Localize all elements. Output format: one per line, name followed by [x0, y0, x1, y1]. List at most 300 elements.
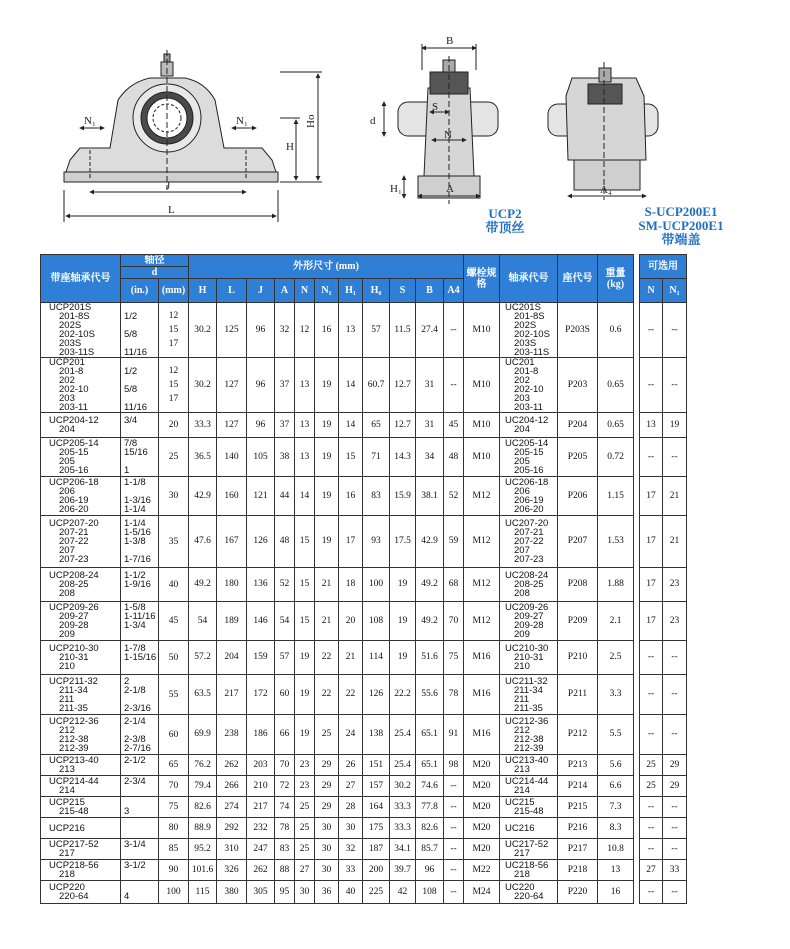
- cell-inch: [121, 675, 159, 715]
- cell-h1: 28: [339, 797, 363, 818]
- cell-b: 31: [416, 413, 444, 438]
- cell-n1: 19: [315, 413, 339, 438]
- model-line: 201-8S: [59, 311, 90, 322]
- cell-unit-code: [500, 881, 558, 904]
- cell-s: 25.4: [390, 715, 416, 755]
- unit-code-line: 214: [514, 785, 530, 796]
- cell-a: 52: [275, 568, 295, 602]
- inch-line: 1/2: [124, 366, 138, 377]
- cell-b: 34: [416, 438, 444, 477]
- inch-line: 1-1/8: [124, 477, 146, 488]
- inch-line: [124, 662, 158, 671]
- cell-s: 12.7: [390, 358, 416, 413]
- inch-line: [124, 798, 158, 807]
- cell-n: 15: [295, 568, 315, 602]
- model-line: 205: [59, 456, 75, 467]
- model-line: UCP216: [49, 822, 85, 834]
- model-line: 213: [59, 764, 75, 775]
- cell-h1: 15: [339, 438, 363, 477]
- cell-mm: [159, 675, 189, 715]
- cell-bolt: M20: [464, 797, 500, 818]
- header-opt-n: N: [640, 279, 663, 303]
- cell-h1: 20: [339, 602, 363, 641]
- label-h: H: [286, 141, 294, 153]
- label-h1: H₁: [390, 183, 402, 195]
- model-line: 214: [59, 785, 75, 796]
- cell-opt-n: 17: [640, 602, 663, 641]
- cell-inch: [121, 818, 159, 839]
- cell-bearing-code: [41, 516, 121, 568]
- cell-s: 11.5: [390, 303, 416, 358]
- cell-n1: 29: [315, 755, 339, 776]
- cell-h1: 30: [339, 818, 363, 839]
- cell-opt-n: 13: [640, 413, 663, 438]
- cell-s: 30.2: [390, 776, 416, 797]
- inch-line: 1-9/16: [124, 579, 151, 590]
- unit-code-line: 202S: [514, 320, 537, 331]
- caption-s-ucp: S-UCP200E1: [644, 204, 718, 219]
- inch-line: 1-1/4: [124, 518, 146, 529]
- table-body: [41, 303, 687, 904]
- cell-mm: [159, 818, 189, 839]
- mm-line: 70: [168, 781, 179, 791]
- model-line: 212-38: [59, 733, 89, 745]
- cell-housing: P204: [558, 413, 598, 438]
- cell-inch: [121, 860, 159, 881]
- cell-inch: [121, 568, 159, 602]
- cell-unit-code: [500, 755, 558, 776]
- table-row: [41, 602, 687, 641]
- unit-code-line: 211-34: [514, 684, 543, 696]
- label-s: S: [432, 101, 439, 113]
- label-d: d: [370, 115, 376, 127]
- model-line: 207-22: [59, 536, 89, 547]
- cell-j: 217: [247, 797, 275, 818]
- cell-h1: 21: [339, 641, 363, 675]
- cell-weight: 3.3: [598, 675, 634, 715]
- cell-mm: [159, 358, 189, 413]
- cell-inch: [121, 358, 159, 413]
- cell-unit-code: [500, 303, 558, 358]
- table-row: [41, 413, 687, 438]
- inch-line: 1-15/16: [124, 652, 157, 663]
- model-line: 202-10: [59, 384, 89, 395]
- model-line: 203S: [59, 338, 82, 349]
- cell-opt-n: 17: [640, 477, 663, 516]
- cell-opt-n: --: [640, 839, 663, 860]
- cell-bolt: M20: [464, 776, 500, 797]
- cell-opt-n1: --: [663, 797, 687, 818]
- cell-unit-code: [500, 358, 558, 413]
- cell-bolt: M16: [464, 641, 500, 675]
- cell-n1: 22: [315, 675, 339, 715]
- header-col-b: B: [416, 279, 444, 303]
- table-row: [41, 881, 687, 904]
- unit-code-line: 211: [514, 693, 530, 705]
- cell-mm: [159, 776, 189, 797]
- cell-h0: 71: [363, 438, 390, 477]
- model-line: UCP201S: [49, 302, 92, 313]
- cell-bearing-code: [41, 818, 121, 839]
- cell-b: 51.6: [416, 641, 444, 675]
- inch-line: 2-1/8: [124, 684, 146, 696]
- cell-h1: 26: [339, 755, 363, 776]
- unit-code-line: UC215: [505, 797, 535, 808]
- cell-weight: 7.3: [598, 797, 634, 818]
- cell-mm: [159, 477, 189, 516]
- cell-h0: 200: [363, 860, 390, 881]
- inch-line: 5/8: [124, 384, 138, 395]
- model-line: 209-28: [59, 620, 89, 631]
- caption-end-cover: [626, 205, 736, 247]
- cell-opt-n: 25: [640, 755, 663, 776]
- cell-opt-n1: --: [663, 818, 687, 839]
- unit-code-line: UC217-52: [505, 839, 549, 850]
- caption-end-note: 带端盖: [661, 232, 701, 247]
- inch-line: [124, 589, 158, 598]
- cell-a4: 48: [444, 438, 464, 477]
- cell-l: 380: [217, 881, 247, 904]
- cell-n: 23: [295, 755, 315, 776]
- cell-l: 274: [217, 797, 247, 818]
- cell-opt-n1: --: [663, 675, 687, 715]
- cell-a: 83: [275, 839, 295, 860]
- unit-code-line: 212-38: [514, 733, 544, 745]
- inch-line: [124, 457, 158, 466]
- cell-bolt: M12: [464, 568, 500, 602]
- cell-n: 13: [295, 413, 315, 438]
- cell-n1: 25: [315, 715, 339, 755]
- caption-ucp2-model: UCP2: [488, 206, 522, 221]
- cell-bearing-code: [41, 715, 121, 755]
- table-row: [41, 516, 687, 568]
- cell-unit-code: [500, 568, 558, 602]
- cell-h0: 57: [363, 303, 390, 358]
- cell-b: 42.9: [416, 516, 444, 568]
- cell-a: 72: [275, 776, 295, 797]
- unit-code-line: 207: [514, 545, 530, 556]
- label-j: J: [166, 180, 171, 192]
- label-l: L: [168, 204, 175, 216]
- cell-n: 25: [295, 797, 315, 818]
- model-line: 208: [59, 588, 75, 599]
- cell-h: 42.9: [189, 477, 217, 516]
- inch-line: [124, 765, 158, 774]
- model-line: 212: [59, 724, 75, 736]
- cell-a4: 98: [444, 755, 464, 776]
- table-row: [41, 715, 687, 755]
- inch-line: 2-7/16: [124, 742, 151, 754]
- cell-housing: P205: [558, 438, 598, 477]
- unit-code-line: 201-8S: [514, 311, 545, 322]
- cell-j: 305: [247, 881, 275, 904]
- cell-inch: [121, 602, 159, 641]
- label-a: A: [446, 183, 454, 195]
- table-row: [41, 358, 687, 413]
- table-row: [41, 860, 687, 881]
- cell-mm: [159, 303, 189, 358]
- cell-opt-n: 17: [640, 516, 663, 568]
- model-line: UCP208-24: [49, 570, 99, 581]
- cell-bearing-code: [41, 839, 121, 860]
- mm-line: 50: [168, 652, 179, 663]
- cell-j: 96: [247, 413, 275, 438]
- unit-code-line: UC216: [505, 822, 535, 834]
- cell-a4: --: [444, 881, 464, 904]
- cell-opt-n1: 33: [663, 860, 687, 881]
- unit-code-line: 209: [514, 629, 530, 640]
- cell-h1: 17: [339, 516, 363, 568]
- header-shaft: 轴径: [121, 255, 189, 267]
- model-line: 220-64: [59, 891, 89, 902]
- cell-opt-n1: 19: [663, 413, 687, 438]
- unit-code-line: UC212-36: [505, 715, 549, 727]
- unit-code-line: 205-15: [514, 447, 544, 458]
- model-line: 205-15: [59, 447, 89, 458]
- unit-code-line: UC218-56: [505, 860, 549, 871]
- cell-b: 77.8: [416, 797, 444, 818]
- cell-opt-n1: --: [663, 641, 687, 675]
- cell-n1: 22: [315, 641, 339, 675]
- mm-line: 75: [168, 802, 179, 812]
- cell-inch: [121, 776, 159, 797]
- cell-h: 33.3: [189, 413, 217, 438]
- caption-ucp2-note: 带顶丝: [485, 220, 525, 235]
- header-mm: (mm): [159, 279, 189, 303]
- model-line: 201-8: [59, 366, 84, 377]
- cell-l: 310: [217, 839, 247, 860]
- unit-code-line: 205-16: [514, 465, 544, 476]
- cell-j: 159: [247, 641, 275, 675]
- cell-weight: 6.6: [598, 776, 634, 797]
- header-col-j: J: [247, 279, 275, 303]
- cell-unit-code: [500, 413, 558, 438]
- cell-bolt: M12: [464, 516, 500, 568]
- model-line: 206: [59, 486, 75, 497]
- unit-code-line: 202-10S: [514, 329, 550, 340]
- cell-weight: 0.6: [598, 303, 634, 358]
- mm-line: 20: [168, 420, 179, 430]
- cell-h: 95.2: [189, 839, 217, 860]
- cell-n: 23: [295, 776, 315, 797]
- cell-unit-code: [500, 477, 558, 516]
- cell-j: 247: [247, 839, 275, 860]
- inch-line: 11/16: [124, 402, 148, 413]
- cell-h: 49.2: [189, 568, 217, 602]
- inch-line: 5/8: [124, 329, 138, 340]
- unit-code-line: 208-25: [514, 579, 544, 590]
- cell-bolt: M12: [464, 602, 500, 641]
- cell-j: 210: [247, 776, 275, 797]
- cell-housing: P216: [558, 818, 598, 839]
- cell-s: 14.3: [390, 438, 416, 477]
- cell-opt-n: 17: [640, 568, 663, 602]
- cell-unit-code: [500, 438, 558, 477]
- cell-s: 17.5: [390, 516, 416, 568]
- label-a4: A₄: [600, 184, 612, 196]
- unit-code-line: 212: [514, 724, 530, 736]
- cell-a4: 91: [444, 715, 464, 755]
- cell-bolt: M20: [464, 755, 500, 776]
- cell-n1: 29: [315, 776, 339, 797]
- mm-line: 25: [168, 452, 179, 462]
- cell-unit-code: [500, 839, 558, 860]
- cell-a: 70: [275, 755, 295, 776]
- inch-line: 3/4: [124, 415, 138, 426]
- cell-mm: [159, 715, 189, 755]
- cell-housing: P212: [558, 715, 598, 755]
- cell-s: 15.9: [390, 477, 416, 516]
- cell-opt-n1: --: [663, 438, 687, 477]
- cell-inch: [121, 755, 159, 776]
- cell-mm: [159, 438, 189, 477]
- cell-bolt: M22: [464, 860, 500, 881]
- cell-n: 15: [295, 516, 315, 568]
- mm-line: 35: [168, 536, 179, 547]
- unit-code-line: UC204-12: [505, 415, 549, 426]
- cell-h0: 187: [363, 839, 390, 860]
- mm-line: 12: [168, 366, 179, 376]
- cell-bearing-code: [41, 675, 121, 715]
- cell-h0: 93: [363, 516, 390, 568]
- cell-h: 63.5: [189, 675, 217, 715]
- model-line: UCP206-18: [49, 477, 99, 488]
- cell-inch: [121, 797, 159, 818]
- cell-mm: [159, 413, 189, 438]
- header-opt-n1: N₁: [663, 279, 687, 303]
- cell-n: 13: [295, 438, 315, 477]
- cell-bolt: M16: [464, 715, 500, 755]
- cell-inch: [121, 438, 159, 477]
- model-line: 205-16: [59, 465, 89, 476]
- table-row: [41, 776, 687, 797]
- header-dims: 外形尺寸 (mm): [189, 255, 464, 279]
- cell-h1: 13: [339, 303, 363, 358]
- cell-mm: [159, 860, 189, 881]
- inch-line: 2: [124, 675, 130, 687]
- cell-bearing-code: [41, 641, 121, 675]
- unit-code-line: UC214-44: [505, 776, 549, 787]
- cell-h0: 114: [363, 641, 390, 675]
- cell-a: 38: [275, 438, 295, 477]
- cell-s: 22.2: [390, 675, 416, 715]
- unit-code-line: 208: [514, 588, 530, 599]
- unit-code-line: 215-48: [514, 806, 544, 817]
- cell-bearing-code: [41, 413, 121, 438]
- cell-h0: 151: [363, 755, 390, 776]
- unit-code-line: 203: [514, 393, 530, 404]
- cell-inch: [121, 477, 159, 516]
- unit-code-line: UC210-30: [505, 643, 549, 654]
- cell-b: 65.1: [416, 715, 444, 755]
- cell-h0: 164: [363, 797, 390, 818]
- table-row: [41, 641, 687, 675]
- cell-housing: P203S: [558, 303, 598, 358]
- cell-housing: P220: [558, 881, 598, 904]
- model-line: 211: [59, 693, 75, 705]
- model-line: 212-39: [59, 742, 89, 754]
- header-col-n: N: [295, 279, 315, 303]
- cell-inch: [121, 715, 159, 755]
- cell-opt-n: 25: [640, 776, 663, 797]
- cell-l: 127: [217, 358, 247, 413]
- model-line: 209-27: [59, 611, 89, 622]
- mm-line: 45: [168, 616, 179, 626]
- cell-weight: 8.3: [598, 818, 634, 839]
- cell-h1: 32: [339, 839, 363, 860]
- inch-line: 1-7/16: [124, 554, 151, 565]
- unit-code-line: 207-22: [514, 536, 544, 547]
- cell-a: 78: [275, 818, 295, 839]
- mm-line: 17: [168, 339, 179, 349]
- cell-opt-n: --: [640, 438, 663, 477]
- mm-line: 65: [168, 760, 179, 770]
- cell-h0: 100: [363, 568, 390, 602]
- cell-s: 42: [390, 881, 416, 904]
- header-col-h0: H₀: [363, 279, 390, 303]
- cell-n1: 21: [315, 602, 339, 641]
- unit-code-line: 204: [514, 424, 530, 435]
- header-unit-code: 轴承代号: [500, 255, 558, 303]
- inch-line: 2-3/8: [124, 733, 146, 745]
- table-row: [41, 818, 687, 839]
- cell-a4: 78: [444, 675, 464, 715]
- header-inch: (in.): [121, 279, 159, 303]
- cell-l: 266: [217, 776, 247, 797]
- header-weight: 重量(kg): [598, 255, 634, 303]
- cell-h0: 138: [363, 715, 390, 755]
- caption-ucp2: [470, 207, 540, 235]
- cell-b: 27.4: [416, 303, 444, 358]
- cell-bearing-code: [41, 303, 121, 358]
- mm-line: 100: [166, 887, 181, 897]
- inch-line: 1-7/8: [124, 643, 146, 654]
- unit-code-line: 201-8: [514, 366, 539, 377]
- cell-j: 96: [247, 303, 275, 358]
- cell-h0: 108: [363, 602, 390, 641]
- inch-line: [124, 849, 158, 858]
- header-col-a: A: [275, 279, 295, 303]
- cell-j: 105: [247, 438, 275, 477]
- unit-code-line: 202: [514, 375, 530, 386]
- cell-h1: 14: [339, 358, 363, 413]
- model-line: UCP214-44: [49, 776, 99, 787]
- cell-l: 217: [217, 675, 247, 715]
- table-row: [41, 477, 687, 516]
- cell-h: 30.2: [189, 303, 217, 358]
- mm-line: 80: [168, 823, 179, 833]
- cell-a4: 59: [444, 516, 464, 568]
- specification-table: [40, 254, 687, 904]
- cell-a: 57: [275, 641, 295, 675]
- cell-h0: 175: [363, 818, 390, 839]
- cell-j: 262: [247, 860, 275, 881]
- cell-unit-code: [500, 776, 558, 797]
- cell-l: 140: [217, 438, 247, 477]
- cell-a4: 45: [444, 413, 464, 438]
- inch-line: [124, 630, 158, 639]
- mm-line: 17: [168, 394, 179, 404]
- mm-line: 90: [168, 865, 179, 875]
- cell-inch: [121, 881, 159, 904]
- model-line: 207: [59, 545, 75, 556]
- unit-code-line: 217: [514, 848, 530, 859]
- inch-line: 1/2: [124, 311, 138, 322]
- cell-unit-code: [500, 675, 558, 715]
- cell-mm: [159, 755, 189, 776]
- cell-opt-n1: 23: [663, 602, 687, 641]
- mm-line: 60: [168, 729, 179, 740]
